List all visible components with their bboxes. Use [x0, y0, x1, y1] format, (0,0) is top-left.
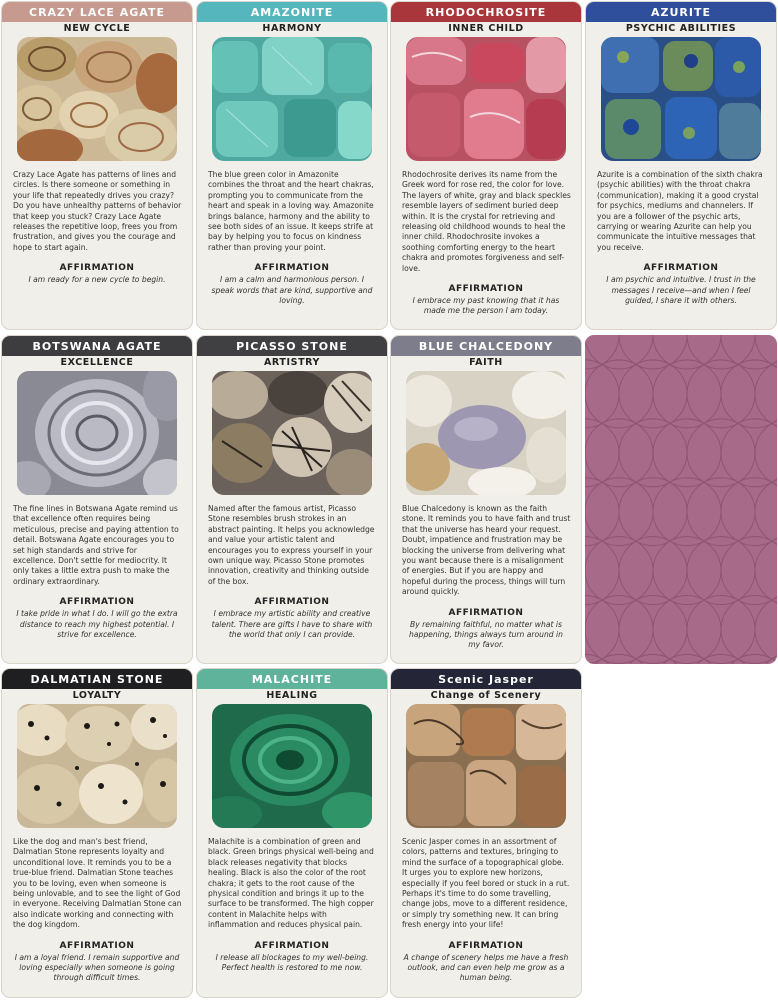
card-theme: ARTISTRY: [263, 357, 321, 368]
malachite-image: [212, 704, 372, 828]
affirmation-text: I release all blockages to my well-being. Perfect health is restored to me now.: [215, 952, 369, 973]
card-description: Malachite is a combination of green and black. Green brings physical well-being and black releases negativity that blocks healing. Black is also the color of the root chakra; it gets to the root cause of the physical condition and brings it up to the surface to be transformed. The high copper content in Malachite helps with inflammation and reduces physical pain.: [208, 837, 374, 930]
card-description: Scenic Jasper comes in an assortment of colors, patterns and textures, bringing to mind the surface of a topographical globe. It urges you to explore new horizons, especially if you feel bored or stuck in a rut. Perhaps it's time to do some travelling, change jobs, move to a different residence, or simply try something new. It can bring fresh energy into your life!: [402, 837, 570, 930]
card-description: The fine lines in Botswana Agate remind us that excellence often requires being meticulous, precise and paying attention to detail. Botswana Agate encourages you to set high standards and strive for excellence. Don't settle for mediocrity. It only takes a little extra push to make the ordinary extraordinary.: [13, 504, 179, 586]
card-description: Rhodochrosite derives its name from the Greek word for rose red, the color for love. The layers of white, gray and black speckles resemble layers of sediment buried deep within. It is the crystal for retrieving and releasing old childhood wounds to heal the inner child. Rhodochrosite invokes a soothing comforting energy to the heart chakra and promotes forgiveness and self-love.: [402, 170, 571, 273]
card-description: Named after the famous artist, Picasso Stone resembles brush strokes in an abstract painting. It helps you acknowledge and value your artistic talent and encourages you to express yourself in your own unique way. Picasso Stone promotes innovation, creativity and thinking outside of the box.: [208, 504, 375, 586]
card-title: PICASSO STONE: [197, 336, 387, 356]
rhodochrosite-image: [406, 37, 566, 161]
card-description: Azurite is a combination of the sixth chakra (psychic abilities) with the throat chakra (communication), making it a good crystal for psychics, mediums and channelers. If you are a follower of the psychic arts, carrying or wearing Azurite can help you communicate the intuitive messages that you receive.: [597, 170, 763, 252]
affirmation-label: AFFIRMATION: [643, 263, 719, 274]
affirmation-text: A change of scenery helps me have a fresh outlook, and can even help me grow as a human being.: [403, 952, 569, 983]
card-theme: EXCELLENCE: [60, 357, 134, 368]
card-theme: Change of Scenery: [430, 690, 542, 701]
card-theme: FAITH: [469, 357, 503, 368]
affirmation-label: AFFIRMATION: [59, 597, 135, 608]
amazonite-image: [212, 37, 372, 161]
affirmation-label: AFFIRMATION: [448, 607, 524, 618]
affirmation-text: I am psychic and intuitive. I trust in the messages I receive—and when I feel guided, I share it with others.: [606, 275, 756, 306]
card-title: BLUE CHALCEDONY: [391, 336, 581, 356]
card-theme: HEALING: [266, 690, 318, 701]
azurite-image: [601, 37, 761, 161]
card-title: CRAZY LACE AGATE: [2, 2, 192, 22]
card-theme: INNER CHILD: [448, 23, 524, 34]
card-theme: PSYCHIC ABILITIES: [625, 23, 737, 34]
flower-of-life-icon: [585, 335, 777, 664]
card-title: MALACHITE: [197, 669, 387, 689]
card-theme: NEW CYCLE: [63, 23, 131, 34]
affirmation-label: AFFIRMATION: [59, 940, 135, 951]
affirmation-label: AFFIRMATION: [448, 940, 524, 951]
affirmation-label: AFFIRMATION: [448, 284, 524, 295]
card-scenic-jasper[interactable]: [390, 668, 582, 998]
affirmation-text: I am a calm and harmonious person. I speak words that are kind, supportive and loving.: [211, 275, 373, 306]
blue-chalcedony-image: [406, 371, 566, 495]
card-title: RHODOCHROSITE: [391, 2, 581, 22]
card-title: BOTSWANA AGATE: [2, 336, 192, 356]
affirmation-text: I take pride in what I do. I will go the extra distance to reach my highest potential. I strive for excellence.: [16, 609, 178, 640]
card-rhodochrosite[interactable]: [390, 1, 582, 330]
card-description: Like the dog and man's best friend, Dalmatian Stone represents loyalty and unconditional love. It reminds you to be a true-blue friend. Dalmatian Stone teaches you to be loving, even when someone is being unlovable, and to see the light of God in everyone. Receiving Dalmatian Stone can also indicate working and connecting with the dog kingdom.: [13, 837, 182, 930]
card-blue-chalcedony[interactable]: [390, 335, 582, 664]
affirmation-text: I embrace my artistic ability and creative talent. There are gifts I have to share with the world that only I can provide.: [211, 609, 373, 640]
dalmatian-stone-image: [17, 704, 177, 828]
card-dalmatian-stone[interactable]: [1, 668, 193, 998]
affirmation-text: I embrace my past knowing that it has made me the person I am today.: [412, 296, 560, 316]
affirmation-label: AFFIRMATION: [254, 940, 330, 951]
card-description: The blue green color in Amazonite combines the throat and the heart chakras, prompting you to communicate from the heart and speak in a loving way. Amazonite brings balance, harmony and the ability to see both sides of an issue. It keeps strife at bay by helping you to focus on kindness rather than proving your point.: [208, 170, 374, 252]
picasso-stone-image: [212, 371, 372, 495]
affirmation-text: By remaining faithful, no matter what is happening, things always turn around in my favor.: [409, 619, 563, 650]
card-title: AMAZONITE: [197, 2, 387, 22]
card-theme: HARMONY: [262, 23, 322, 34]
affirmation-label: AFFIRMATION: [59, 263, 135, 274]
card-amazonite[interactable]: [196, 1, 388, 330]
card-crazy-lace-agate[interactable]: [1, 1, 193, 330]
affirmation-label: AFFIRMATION: [254, 263, 330, 274]
card-description: Crazy Lace Agate has patterns of lines and circles. Is there someone or something in your life that repeatedly drives you crazy? Do you have unhealthy patterns of behavior that keep you stuck? Crazy Lace Agate releases the repetitive loop, frees you from frustration, and gives you the courage and hope to start again.: [13, 170, 182, 252]
affirmation-label: AFFIRMATION: [254, 597, 330, 608]
scenic-jasper-image: [406, 704, 566, 828]
card-title: DALMATIAN STONE: [2, 669, 192, 689]
card-azurite[interactable]: [585, 1, 777, 330]
card-picasso-stone[interactable]: [196, 335, 388, 664]
affirmation-text: I am a loyal friend. I remain supportive and loving especially when someone is going through difficult times.: [14, 952, 180, 983]
card-botswana-agate[interactable]: [1, 335, 193, 664]
card-title: AZURITE: [586, 2, 776, 22]
card-theme: LOYALTY: [72, 690, 122, 701]
flower-of-life-pattern-card: [585, 335, 777, 664]
card-title: Scenic Jasper: [391, 669, 581, 689]
affirmation-text: I am ready for a new cycle to begin.: [28, 275, 166, 285]
card-malachite[interactable]: [196, 668, 388, 998]
crazy-lace-agate-image: [17, 37, 177, 161]
botswana-agate-image: [17, 371, 177, 495]
card-description: Blue Chalcedony is known as the faith stone. It reminds you to have faith and trust that the universe has heard your request. Doubt, impatience and frustration may be blocking the universe from delivering what you want because there is a misalignment of energies. But if you are happy and hopeful during the process, things will turn around quickly.: [402, 504, 571, 597]
